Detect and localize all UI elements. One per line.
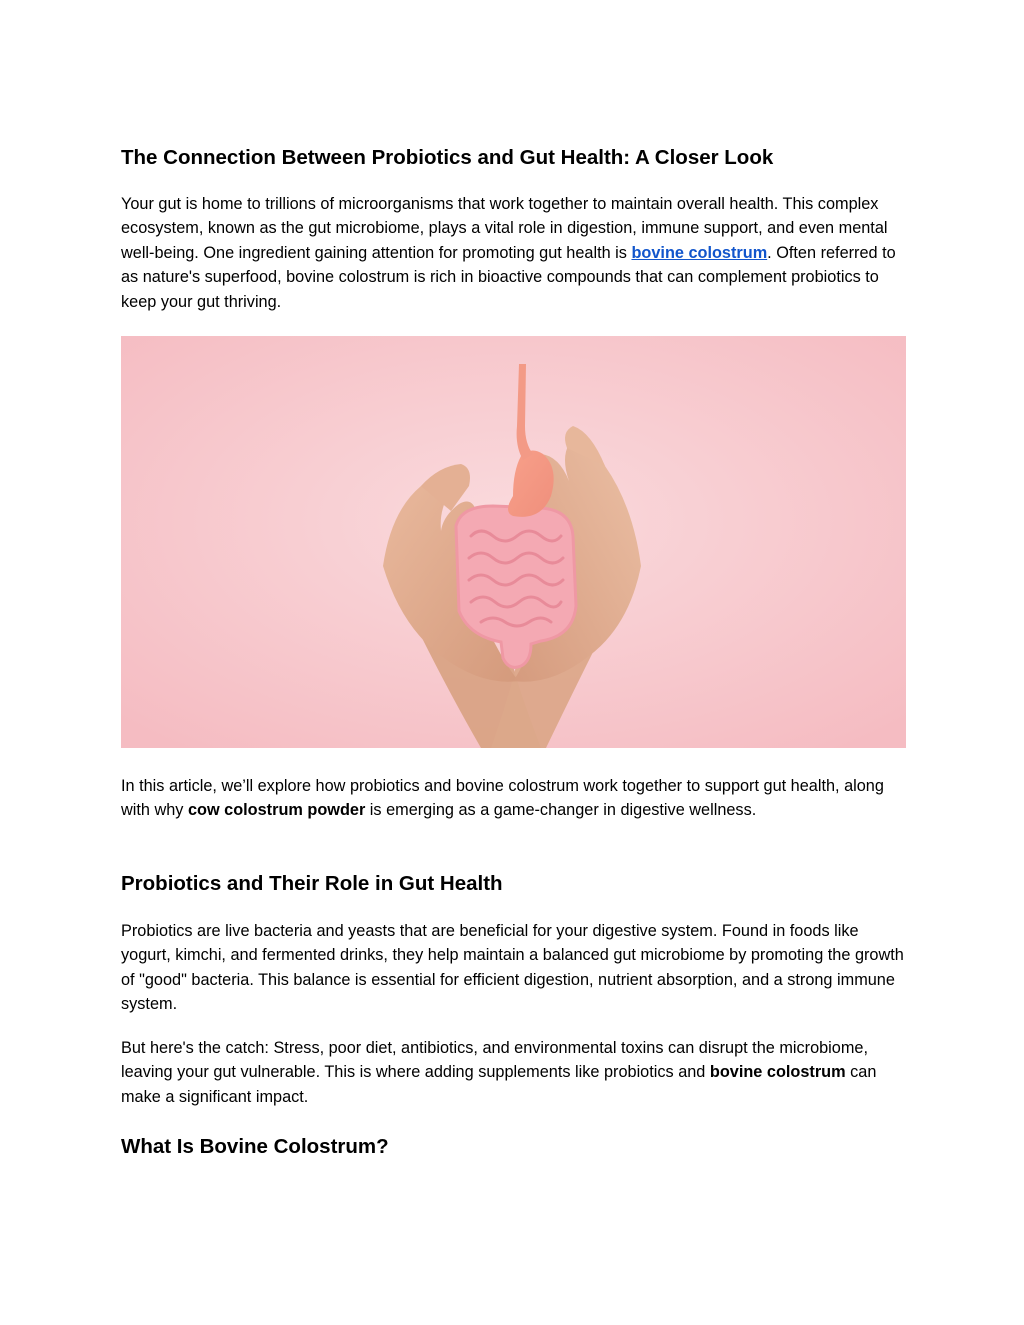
bovine-colostrum-bold: bovine colostrum <box>709 1063 846 1082</box>
bovine-colostrum-link[interactable]: bovine colostrum <box>631 243 768 262</box>
cow-colostrum-powder-bold: cow colostrum powder <box>187 801 366 820</box>
article-intro-paragraph <box>121 774 911 823</box>
probiotics-paragraph-2 <box>121 1036 911 1109</box>
intro-text-after: . Often referred to as nature's superfood, bovine colostrum is rich in bioactive compounds that can complement probiotics to keep your gut thriving. <box>121 243 896 311</box>
intro-text-before: Your gut is home to trillions of microorganisms that work together to maintain overall health. This complex ecosystem, known as the gut microbiome, plays a vital role in digestion, immune support, and even mental well-being. One ingredient gaining attention for promoting gut health is <box>121 195 888 262</box>
article-intro-text-before: In this article, we’ll explore how probiotics and bovine colostrum work together to support gut health, along with why <box>121 777 884 820</box>
article-title: The Connection Between Probiotics and Gut Health: A Closer Look <box>121 146 774 169</box>
probiotics-p2-text-before: But here's the catch: Stress, poor diet, antibiotics, and environmental toxins can disrupt the microbiome, leaving your gut vulnerable. This is where adding supplements like probiotics and <box>121 1039 868 1082</box>
probiotics-section-heading: Probiotics and Their Role in Gut Health <box>121 872 503 895</box>
probiotics-paragraph-1: Probiotics are live bacteria and yeasts that are beneficial for your digestive system. Found in foods like yogurt, kimchi, and fermented drinks, they help maintain a balanced gut microbiome by promoting the growth of "good" bacteria. This balance is essential for efficient digestion, nutrient absorption, and a strong immune system. <box>121 922 904 1014</box>
bovine-colostrum-section-heading: What Is Bovine Colostrum? <box>121 1135 389 1158</box>
article-intro-text-after: is emerging as a game-changer in digestive wellness. <box>365 801 757 820</box>
probiotics-p2-text-after: can make a significant impact. <box>121 1063 877 1106</box>
hero-image <box>121 336 906 748</box>
hands-holding-gut-illustration <box>121 336 906 748</box>
intro-paragraph <box>121 192 911 314</box>
